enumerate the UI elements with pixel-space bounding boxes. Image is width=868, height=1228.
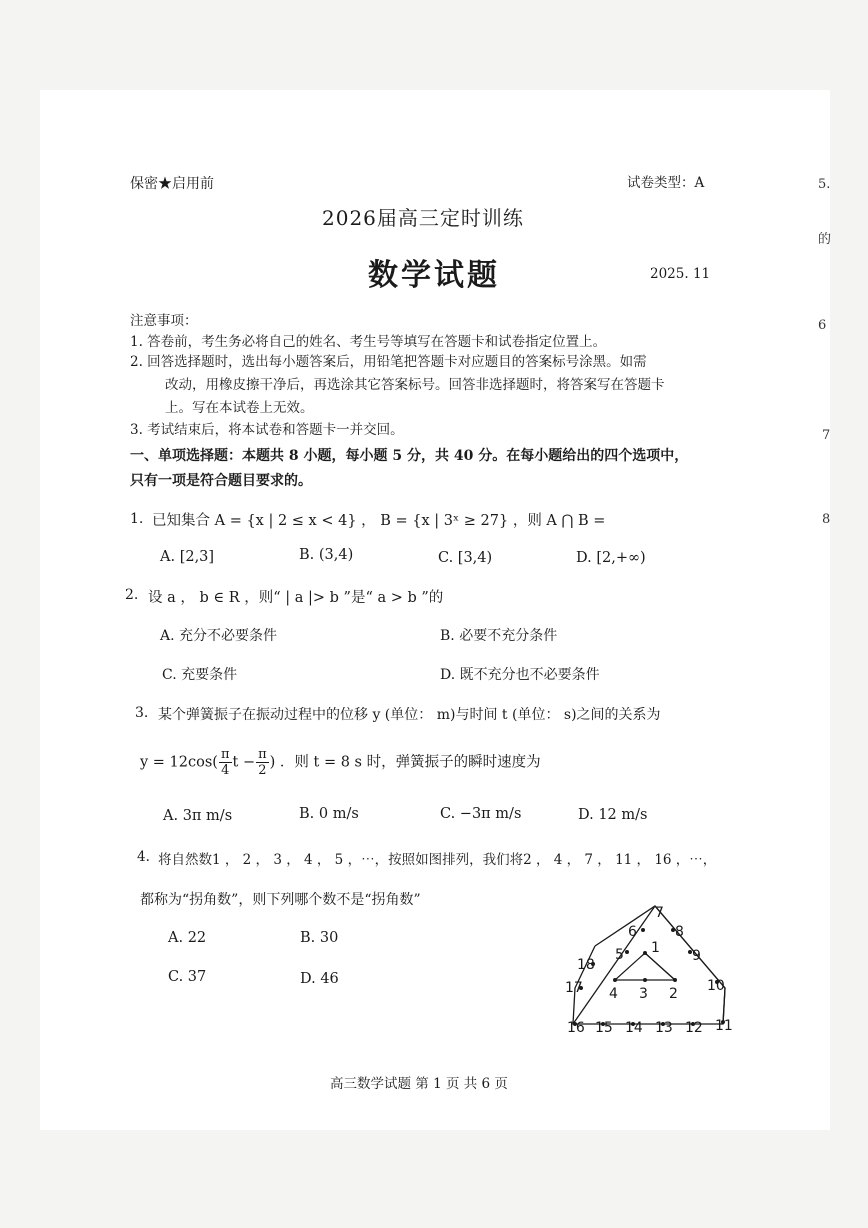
question-number: 1. (130, 511, 144, 527)
option-d: D. 既不充分也不必要条件 (440, 667, 600, 683)
subject-title: 数学试题 (368, 258, 500, 293)
figure-number: 2 (669, 986, 678, 1002)
figure-numbers (565, 905, 733, 1036)
dot (613, 978, 617, 982)
figure-number: 5 (615, 947, 624, 963)
figure-number: 4 (609, 986, 618, 1002)
figure-number: 6 (628, 924, 637, 940)
fraction-denominator: 2 (258, 763, 267, 778)
question-stem: 已知集合 A = {x | 2 ≤ x < 4} ， B = {x | 3ˣ ≥ 27} ，则 A ⋂ B = (152, 513, 606, 529)
dot (643, 951, 647, 955)
question-number: 2. (125, 587, 139, 603)
option-c: C. 37 (168, 969, 207, 985)
figure-number: 7 (655, 905, 664, 921)
figure-number: 17 (565, 980, 583, 996)
formula-suffix: ) ．则 t = 8 s 时，弹簧振子的瞬时速度为 (269, 754, 541, 771)
edge-mark: 5. (818, 177, 831, 192)
question-number: 3. (135, 705, 149, 721)
question-stem: 某个弹簧振子在振动过程中的位移 y (单位： m)与时间 t (单位： s)之间的关系为 (158, 707, 661, 723)
confidential-label: 保密★启用前 (130, 176, 214, 192)
formula-line (140, 747, 541, 778)
option-a: A. 3π m/s (163, 808, 233, 824)
figure-number: 11 (715, 1018, 733, 1034)
option-c: C. 充要条件 (162, 667, 238, 683)
fraction-pi-over-2 (256, 747, 269, 778)
formula-middle: t − (232, 754, 256, 771)
edge-mark: 的 (818, 232, 832, 247)
figure-number: 14 (625, 1020, 643, 1036)
figure-number: 8 (675, 924, 684, 940)
option-b: B. (3,4) (299, 547, 354, 563)
option-a: A. [2,3] (160, 549, 215, 565)
figure-number: 12 (685, 1020, 703, 1036)
fraction-denominator: 4 (221, 763, 230, 778)
figure-dots (573, 928, 725, 1026)
outer-triangle-line (573, 906, 725, 1024)
fraction-pi-over-4 (219, 747, 232, 778)
note-item: 3. 考试结束后，将本试卷和答题卡一并交回。 (130, 422, 404, 438)
notes-heading: 注意事项： (130, 313, 198, 329)
formula-prefix: y = 12cos( (140, 754, 218, 771)
figure-number: 18 (577, 957, 595, 973)
option-b: B. 30 (300, 930, 339, 946)
note-item: 2. 回答选择题时，选出每小题答案后，用铅笔把答题卡对应题目的答案标号涂黑。如需 (130, 354, 647, 370)
fraction-numerator: π (258, 747, 267, 762)
paper-type-label: 试卷类型：A (627, 175, 705, 191)
question-stem-line1: 将自然数1 ， 2 ， 3 ， 4 ， 5 ，⋯，按照如图排列，我们将2 ， 4 ， 7 ， 11 ， 16 ，⋯， (158, 852, 717, 868)
option-c: C. [3,4) (438, 550, 493, 566)
figure-number: 16 (567, 1020, 585, 1036)
figure-number: 9 (692, 948, 701, 964)
exam-date: 2025. 11 (650, 266, 711, 282)
dot (673, 978, 677, 982)
option-d: D. 46 (300, 971, 339, 987)
inner-triangle (615, 953, 675, 980)
exam-title: 2026届高三定时训练 (322, 206, 524, 230)
figure-number: 10 (707, 978, 725, 994)
outer-triangle-right-edge (655, 906, 725, 988)
page-footer: 高三数学试题 第 1 页 共 6 页 (330, 1076, 508, 1092)
option-d: D. [2,+∞) (576, 550, 646, 566)
option-a: A. 22 (168, 930, 207, 946)
question-stem: 设 a ， b ∈ R ，则“ | a |> b ”是“ a > b ”的 (148, 590, 444, 606)
dot (641, 928, 645, 932)
option-b: B. 0 m/s (299, 806, 359, 822)
option-a: A. 充分不必要条件 (160, 628, 278, 644)
figure-number: 3 (639, 986, 648, 1002)
option-b: B. 必要不充分条件 (440, 628, 558, 644)
edge-mark: 8 (822, 512, 831, 527)
fraction-numerator: π (220, 747, 230, 762)
edge-mark: 6 (818, 318, 827, 333)
option-c: C. −3π m/s (440, 806, 522, 822)
dot (643, 978, 647, 982)
option-d: D. 12 m/s (578, 807, 648, 823)
section-heading-line2: 只有一项是符合题目要求的。 (130, 473, 312, 489)
question-stem-line2: 都称为“拐角数”，则下列哪个数不是“拐角数” (140, 892, 421, 908)
note-item: 1. 答卷前，考生务必将自己的姓名、考生号等填写在答题卡和试卷指定位置上。 (130, 334, 607, 350)
figure-number: 1 (651, 940, 660, 956)
note-item: 上。写在本试卷上无效。 (165, 400, 314, 416)
dot (625, 950, 629, 954)
number-triangle-figure (555, 900, 745, 1040)
edge-mark: 7 (822, 428, 831, 443)
inner-triangle-right-edge (645, 953, 675, 980)
note-item: 改动，用橡皮擦干净后，再选涂其它答案标号。回答非选择题时，将答案写在答题卡 (165, 377, 665, 393)
figure-number: 15 (595, 1020, 613, 1036)
figure-number: 13 (655, 1020, 673, 1036)
section-heading-line1: 一、单项选择题：本题共 8 小题，每小题 5 分，共 40 分。在每小题给出的四个选项中， (130, 448, 689, 464)
question-number: 4. (137, 849, 150, 865)
